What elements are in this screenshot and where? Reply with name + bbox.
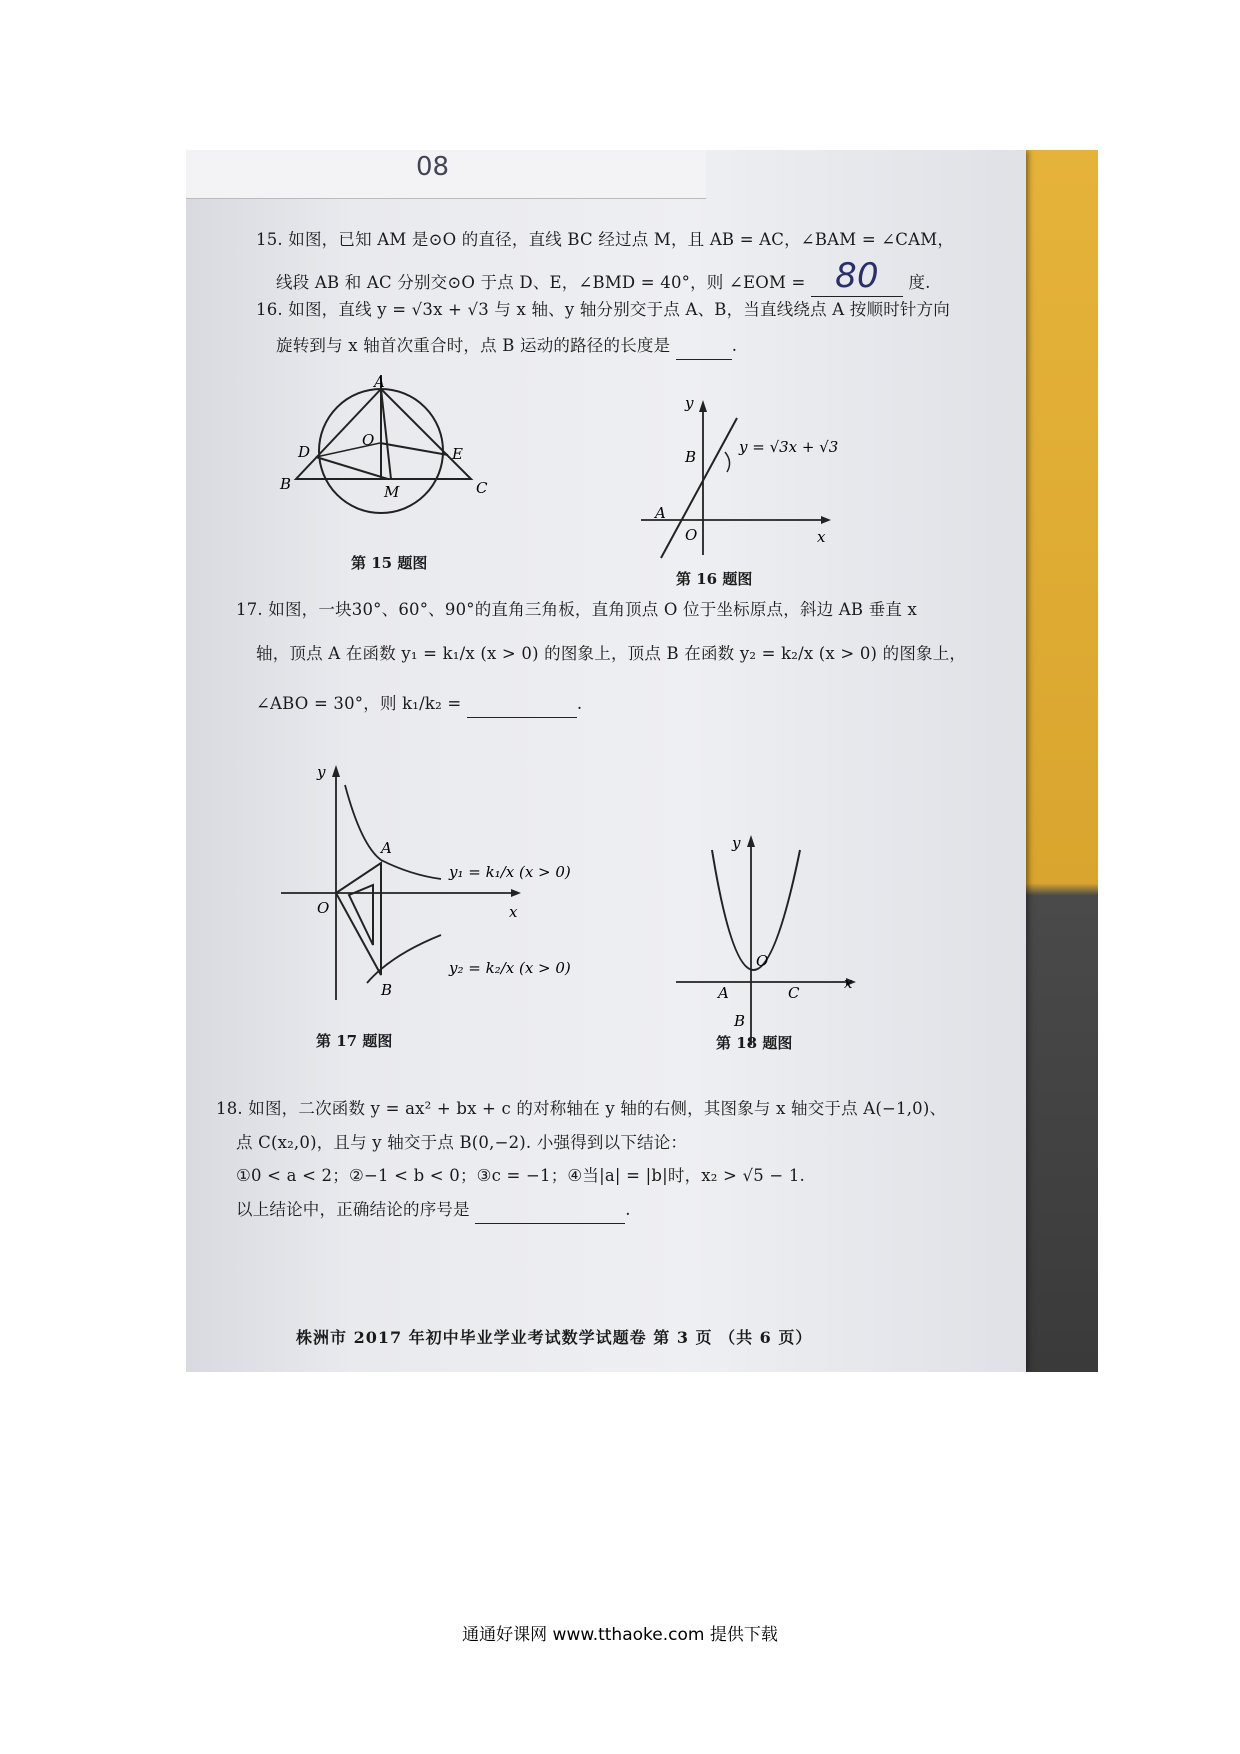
rotation-arrow: [725, 452, 730, 472]
q15-unit: 度.: [908, 273, 931, 292]
caption-fig15: 第 15 题图: [351, 554, 428, 572]
q16-line1: 16. 如图，直线 y = √3x + √3 与 x 轴、y 轴分别交于点 A、B，当直线绕点 A 按顺时针方向: [256, 300, 951, 319]
label-b: B: [381, 981, 393, 999]
segment-dm: [316, 457, 388, 479]
label-e: E: [452, 445, 463, 463]
label-y: y: [685, 394, 694, 412]
caption-fig18: 第 18 题图: [716, 1034, 793, 1052]
curve-y2: [367, 935, 441, 983]
label-a: A: [655, 504, 666, 522]
q17-line3: ∠ABO = 30°，则 k₁/k₂ = .: [256, 690, 582, 718]
curve-y1: [345, 785, 441, 879]
q16-text: 旋转到与 x 轴首次重合时，点 B 运动的路径的长度是: [276, 336, 671, 355]
site-credit: 通通好课网 www.tthaoke.com 提供下载: [462, 1625, 778, 1645]
label-m: M: [384, 483, 400, 501]
q17-text: ∠ABO = 30°，则 k₁/k₂ =: [256, 694, 462, 713]
label-x: x: [509, 903, 518, 921]
figure-16: [641, 390, 881, 560]
label-y: y: [732, 834, 741, 852]
y-axis-arrow: [699, 400, 707, 412]
q16-answer-blank: [676, 359, 732, 360]
q18-line3: ①0 < a < 2；②−1 < b < 0；③c = −1；④当|a| = |b|时，x₂ > √5 − 1.: [236, 1166, 805, 1185]
label-a: A: [381, 839, 392, 857]
x-axis-arrow: [821, 516, 831, 524]
triangle-oab: [336, 863, 381, 975]
label-x: x: [844, 974, 853, 992]
label-a: A: [718, 984, 729, 1002]
label-b: B: [280, 475, 292, 493]
figure-17: [281, 765, 581, 1005]
q17-answer-blank: [467, 717, 577, 718]
label-d: D: [298, 443, 311, 461]
x-axis-arrow: [511, 889, 521, 897]
exam-photo: [186, 150, 1098, 1372]
caption-fig17: 第 17 题图: [316, 1032, 393, 1050]
triangle-inner: [349, 885, 373, 945]
q15-line2: [276, 256, 931, 297]
overlapping-sheet: [186, 150, 706, 199]
figure-18: [676, 830, 886, 1050]
label-o: O: [685, 526, 698, 544]
top-note: 08: [416, 152, 450, 182]
q15-answer-blank: [811, 256, 903, 297]
q15-handwritten-answer: 80: [835, 256, 879, 296]
caption-fig16: 第 16 题图: [676, 570, 753, 588]
q15-text: 线段 AB 和 AC 分别交⊙O 于点 D、E，∠BMD = 40°，则 ∠EOM =: [276, 273, 806, 292]
q18-line4: 以上结论中，正确结论的序号是 .: [236, 1196, 631, 1224]
label-b: B: [734, 1012, 746, 1030]
q17-line2: 轴，顶点 A 在函数 y₁ = k₁/x (x > 0) 的图象上，顶点 B 在函数 y₂ = k₂/x (x > 0) 的图象上，: [256, 644, 967, 663]
q18-line1: 18. 如图，二次函数 y = ax² + bx + c 的对称轴在 y 轴的右侧，其图象与 x 轴交于点 A(−1,0)、: [216, 1099, 947, 1118]
equation-y1: y₁ = k₁/x (x > 0): [449, 863, 571, 881]
y-axis-arrow: [332, 765, 340, 777]
label-o: O: [317, 899, 330, 917]
label-o: O: [756, 952, 769, 970]
equation-y2: y₂ = k₂/x (x > 0): [449, 959, 571, 977]
q17-line1: 17. 如图，一块30°、60°、90°的直角三角板，直角顶点 O 位于坐标原点，斜边 AB 垂直 x: [236, 600, 918, 619]
segment-am: [381, 389, 391, 479]
label-o: O: [362, 431, 375, 449]
page-footer: 株洲市 2017 年初中毕业学业考试数学试题卷 第 3 页 （共 6 页）: [296, 1328, 813, 1347]
label-x: x: [817, 528, 826, 546]
line-ab: [661, 418, 737, 558]
figure-15: [276, 375, 506, 535]
label-a: A: [374, 375, 385, 391]
label-c: C: [476, 479, 488, 497]
q15-line1: 15. 如图，已知 AM 是⊙O 的直径，直线 BC 经过点 M，且 AB = AC，∠BAM = ∠CAM，: [256, 230, 955, 249]
exam-sheet: [186, 150, 1026, 1372]
label-c: C: [788, 984, 800, 1002]
q18-text: 以上结论中，正确结论的序号是: [236, 1200, 470, 1219]
y-axis-arrow: [747, 835, 755, 847]
equation-16: y = √3x + √3: [739, 438, 839, 456]
q18-answer-blank: [475, 1223, 625, 1224]
label-b: B: [685, 448, 697, 466]
q18-line2: 点 C(x₂,0)，且与 y 轴交于点 B(0,−2). 小强得到以下结论：: [236, 1133, 688, 1152]
q16-line2: 旋转到与 x 轴首次重合时，点 B 运动的路径的长度是 .: [276, 332, 737, 360]
label-y: y: [317, 765, 326, 781]
